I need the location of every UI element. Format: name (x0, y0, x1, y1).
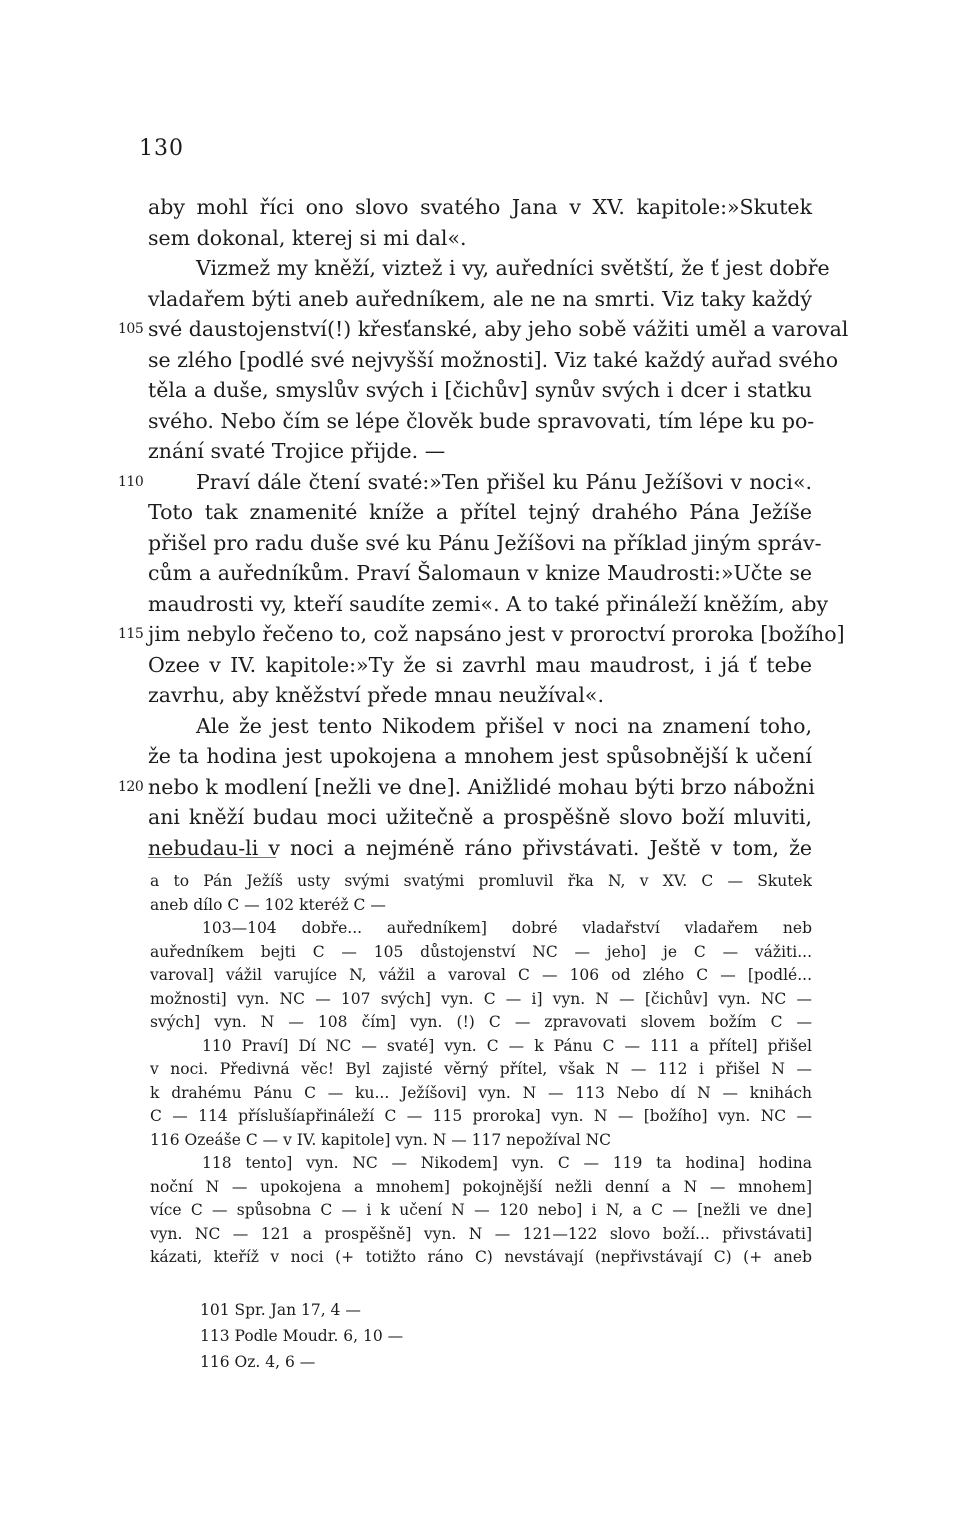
text-line (148, 680, 812, 711)
text-line-content: svého. Nebo čím se lépe člověk bude spravovati, tím lépe ku po- (148, 408, 815, 433)
apparatus-line: 103—104 dobře... auředníkem] dobré vladařství vladařem neb (202, 919, 812, 937)
apparatus-line: varoval] vážil varujíce N, vážil a varoval C — 106 od zlého C — [podlé... (150, 966, 812, 984)
text-line-content: se zlého [podlé své nejvyšší možnosti]. Viz také každý auřad svého (148, 347, 839, 372)
apparatus-line: více C — spůsobna C — i k učení N — 120 nebo] i N, a C — [nežli ve dne] (150, 1201, 812, 1219)
critical-apparatus (150, 870, 812, 1270)
apparatus-line: možnosti] vyn. NC — 107 svých] vyn. C — i] vyn. N — [čichův] vyn. NC — (150, 989, 812, 1008)
source-references (200, 1297, 600, 1375)
text-line-content: cům a auředníkům. Praví Šalomaun v knize Maudrosti:»Učte se (148, 561, 812, 585)
text-line (148, 741, 812, 772)
text-line (148, 436, 812, 467)
source-reference: 101 Spr. Jan 17, 4 — (200, 1301, 361, 1319)
text-line-content: zavrhu, aby kněžství přede mnau neužíval«. (148, 683, 604, 707)
text-line (148, 406, 815, 437)
text-line (118, 467, 812, 498)
text-line (148, 284, 812, 315)
text-line (148, 802, 812, 833)
line-number: 120 (118, 778, 144, 795)
text-line-content: ani kněží budau moci užitečně a prospěšně slovo boží mluviti, (148, 805, 812, 829)
text-line-content: sem dokonal, kterej si mi dal«. (148, 225, 467, 250)
text-line (148, 711, 812, 742)
apparatus-line: aneb dílo C — 102 kteréž C — (150, 895, 386, 914)
text-line-content: znání svaté Trojice přijde. — (148, 439, 446, 463)
text-line-content: své daustojenství(!) křesťanské, aby jeho sobě vážiti uměl a varoval (148, 317, 849, 341)
line-number: 105 (118, 321, 144, 337)
apparatus-line: 116 Ozeáše C — v IV. kapitole] vyn. N — 117 nepožíval NC (150, 1130, 612, 1149)
apparatus-line: k drahému Pánu C — ku... Ježíšovi] vyn. N — 113 Nebo dí N — knihách (150, 1083, 812, 1102)
text-line-content: nebudau-li v noci a nejméně ráno přivstávati. Ještě v tom, že (148, 835, 812, 860)
text-line-content: že ta hodina jest upokojena a mnohem jest spůsobnější k učení (148, 744, 812, 768)
line-number: 115 (118, 626, 144, 642)
source-reference: 113 Podle Moudr. 6, 10 — (200, 1327, 404, 1345)
line-number: 110 (118, 473, 144, 490)
text-line (148, 253, 830, 284)
text-line (148, 345, 839, 376)
text-line-content: Praví dále čtení svaté:»Ten přišel ku Pánu Ježíšovi v noci«. (196, 469, 812, 494)
text-line (118, 619, 845, 650)
text-line-content: nebo k modlení [nežli ve dne]. Anižlidé mohau býti brzo nábožni (148, 774, 815, 799)
text-line (148, 497, 812, 528)
text-line-content: vladařem býti aneb auředníkem, ale ne na smrti. Viz taky každý (148, 286, 812, 311)
apparatus-line: auředníkem bejti C — 105 důstojenství NC — jeho] je C — vážiti... (150, 942, 812, 961)
text-line-content: Vizmež my kněží, viztež i vy, auředníci světští, že ť jest dobře (196, 256, 830, 280)
apparatus-line: vyn. NC — 121 a prospěšně] vyn. N — 121—122 slovo boží... přivstávati] (150, 1224, 812, 1243)
text-line (118, 772, 815, 803)
text-line-content: Ale že jest tento Nikodem přišel v noci na znamení toho, (196, 713, 812, 738)
source-reference: 116 Oz. 4, 6 — (200, 1353, 316, 1371)
apparatus-line: noční N — upokojena a mnohem] pokojnější nežli denní a N — mnohem] (150, 1177, 812, 1196)
text-line (118, 314, 849, 345)
apparatus-line: a to Pán Ježíš usty svými svatými promluvil řka N, v XV. C — Skutek (150, 872, 812, 890)
text-line (148, 192, 812, 223)
text-line-content: těla a duše, smyslův svých i [čichův] synův svých i dcer i statku (148, 378, 812, 402)
page-number: 130 (139, 136, 184, 161)
text-line (148, 558, 812, 589)
apparatus-line: svých] vyn. N — 108 čím] vyn. (!) C — zpravovati slovem božím C — (150, 1013, 812, 1031)
apparatus-line: kázati, kteříž v noci (+ totižto ráno C) nevstávají (nepřivstávají C) (+ aneb (150, 1248, 812, 1266)
text-line (148, 833, 812, 864)
apparatus-line: 110 Praví] Dí NC — svaté] vyn. C — k Pánu C — 111 a přítel] přišel (202, 1036, 812, 1055)
text-line-content: jim nebylo řečeno to, což napsáno jest v proroctví proroka [božího] (148, 622, 845, 646)
apparatus-line: 118 tento] vyn. NC — Nikodem] vyn. C — 119 ta hodina] hodina (202, 1154, 812, 1172)
main-text (118, 192, 849, 863)
text-line (148, 650, 812, 681)
text-line-content: maudrosti vy, kteří saudíte zemi«. A to také přináleží kněžím, aby (148, 591, 829, 616)
text-line (148, 375, 812, 406)
text-line (148, 589, 829, 620)
text-line-content: Ozee v IV. kapitole:»Ty že si zavrhl mau maudrost, i já ť tebe (148, 652, 812, 677)
text-line-content: Toto tak znamenité kníže a přítel tejný drahého Pána Ježíše (148, 500, 812, 524)
apparatus-line: C — 114 příslušíapřináleží C — 115 proroka] vyn. N — [božího] vyn. NC — (150, 1107, 812, 1125)
text-line-content: přišel pro radu duše své ku Pánu Ježíšovi na příklad jiným správ- (148, 530, 822, 555)
text-line-content: aby mohl říci ono slovo svatého Jana v XV. kapitole:»Skutek (148, 195, 812, 219)
footnote-rule (148, 857, 276, 858)
text-line (148, 223, 812, 254)
apparatus-line: v noci. Předivná věc! Byl zajisté věrný přítel, však N — 112 i přišel N — (150, 1060, 812, 1078)
text-line (148, 528, 822, 559)
